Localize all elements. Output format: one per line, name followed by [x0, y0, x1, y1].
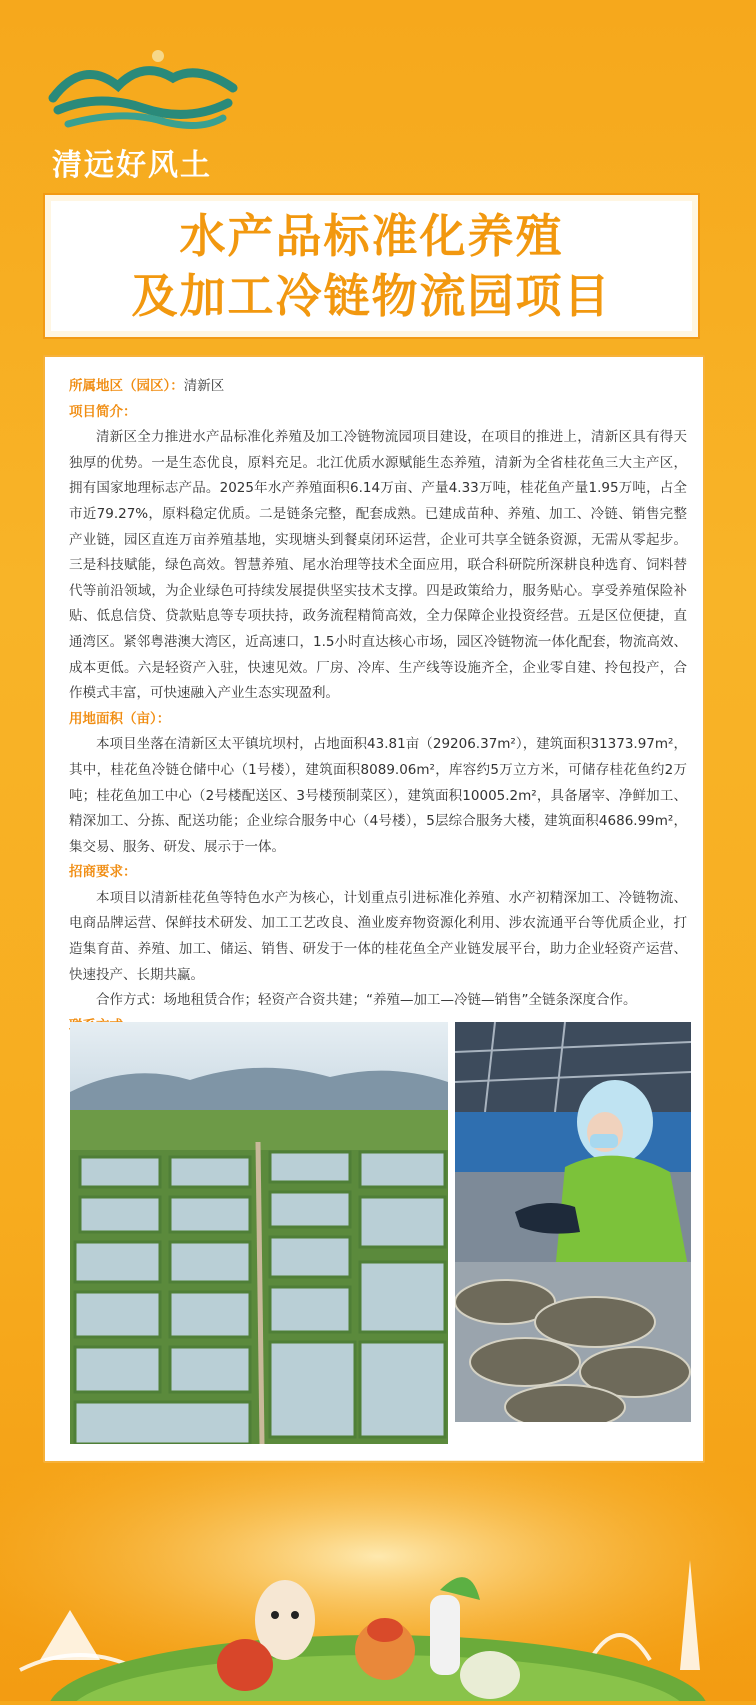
text-area [69, 374, 687, 1065]
land-label: 用地面积（亩）： [69, 710, 171, 727]
title-box [43, 193, 700, 339]
investment-text: 本项目以清新桂花鱼等特色水产为核心，计划重点引进标准化养殖、水产初精深加工、冷链物流、电商品牌运营、保鲜技术研发、加工工艺改良、渔业废弃物资源化利用、涉农流通平台等优质企业，打造集育苗、养殖、加工、储运、销售、研发于一体的桂花鱼全产业链发展平台，助力企业轻资产运营、快速投产、长期共赢。 [69, 889, 687, 983]
fish-processing-photo [455, 1022, 691, 1422]
region-label: 所属地区（园区）： [69, 378, 184, 394]
content-panel [43, 355, 705, 1463]
brand-name: 清远好风土 [52, 148, 212, 183]
investment-label: 招商要求： [69, 864, 137, 881]
fish-pond-aerial-photo [70, 1022, 448, 1444]
mountain-wave-logo-icon [48, 48, 238, 138]
cooperation-text: 合作方式：场地租赁合作；轻资产合资共建；“养殖—加工—冷链—销售”全链条深度合作。 [96, 992, 637, 1009]
intro-label: 项目简介： [69, 403, 137, 420]
page-title-line2: 及加工冷链物流园项目 [131, 269, 612, 323]
bottom-mascot-decoration [0, 1460, 756, 1701]
intro-text: 清新区全力推进水产品标准化养殖及加工冷链物流园项目建设，在项目的推进上，清新区具有得天独厚的优势。一是生态优良，原料充足。北江优质水源赋能生态养殖，清新为全省桂花鱼三大主产区，拥有国家地理标志产品。2025年水产养殖面积6.14万亩、产量4.33万吨，桂花鱼产量1.95万吨，占全市近79.27%，原料稳定优质。二是链条完整，配套成熟。已建成苗种、养殖、加工、冷链、销售完整产业链，园区直连万亩养殖基地，实现塘头到餐桌闭环运营，企业可共享全链条资源，无需从零起步。三是科技赋能，绿色高效。智慧养殖、尾水治理等技术全面应用，联合科研院所深耕良种选育、饲料替代等前沿领域，为企业绿色可持续发展提供坚实技术支撑。四是政策给力，服务贴心。享受养殖保险补贴、低息信贷、贷款贴息等专项扶持，政务流程精简高效，全力保障企业投资经营。五是区位便捷，直通湾区。紧邻粤港澳大湾区，近高速口，1.5小时直达核心市场，园区冷链物流一体化配套，物流高效、成本更低。六是轻资产入驻，快速见效。厂房、冷库、生产线等设施齐全，企业零自建、拎包投产，合作模式丰富，可快速融入产业生态实现盈利。 [69, 429, 687, 702]
region-row [69, 374, 687, 400]
land-text: 本项目坐落在清新区太平镇坑坝村，占地面积43.81亩（29206.37m²），建筑面积31373.97m²，其中，桂花鱼冷链仓储中心（1号楼），建筑面积8089.06m²，库容约5万立方米，可储存桂花鱼约2万吨；桂花鱼加工中心（2号楼配送区、3号楼预制菜区），建筑面积10005.2m²，具备屠宰、净鲜加工、精深加工、分拣、配送功能；企业综合服务中心（4号楼），5层综合服务大楼，建筑面积4686.99m²，集交易、服务、研发、展示于一体。 [69, 736, 687, 855]
page-title-line1: 水产品标准化养殖 [179, 209, 564, 263]
region-value: 清新区 [183, 378, 225, 394]
